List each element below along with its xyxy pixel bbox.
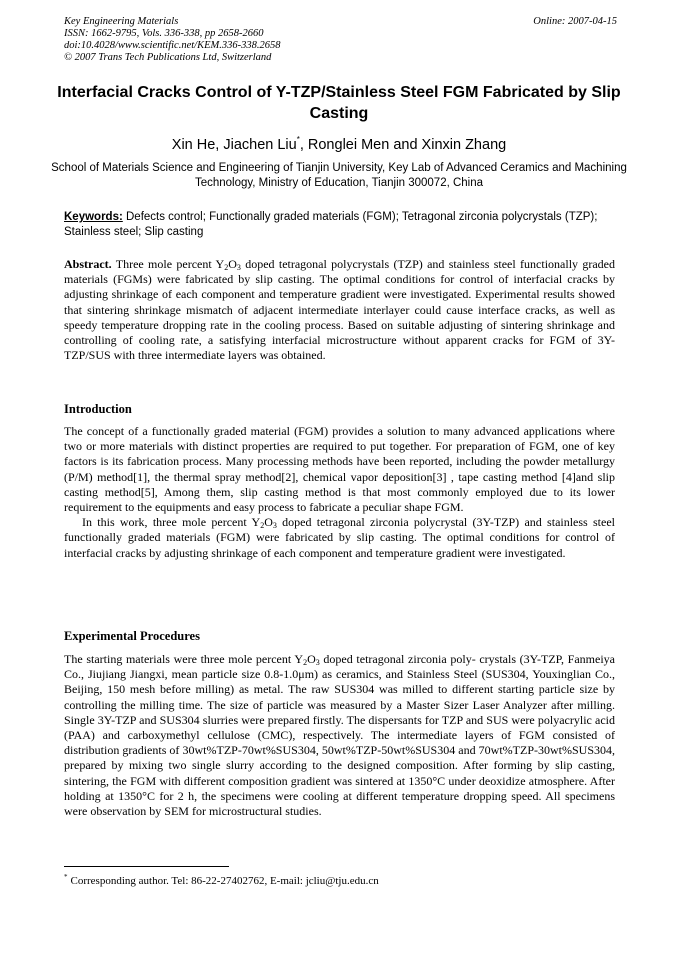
author-list <box>40 136 638 154</box>
authors-rest: , Ronglei Men and Xinxin Zhang <box>299 137 507 153</box>
exp-text-1: The starting materials were three mole percent Y <box>64 652 304 666</box>
exp-text-2: O <box>307 652 316 666</box>
keywords <box>64 210 615 240</box>
abstract-sub-2: 3 <box>236 263 241 272</box>
abstract <box>64 257 615 363</box>
abstract-text-1: Three mole percent Y <box>111 257 225 271</box>
exp-sub-2: 3 <box>315 658 320 667</box>
footnote-divider <box>64 866 229 867</box>
footnote <box>64 874 615 888</box>
authors-first: Xin He, Jiachen Liu <box>171 137 297 153</box>
abstract-sub-1: 2 <box>224 263 229 272</box>
issn-line: ISSN: 1662-9795, Vols. 336-338, pp 2658-2660 <box>64 28 264 39</box>
intro-p2-text-3: doped tetragonal zirconia polycrystal (3Y-TZP) and stainless steel functionally graded materials (FGM) were fabricated by slip casting. The optimal conditions for control of interfacial cracks by adjusting shrinkage of each component and temperature gradient were investigated. <box>64 515 615 560</box>
intro-p2-text-1: In this work, three mole percent Y <box>82 515 261 530</box>
affiliation: School of Materials Science and Engineering of Tianjin University, Key Lab of Advanced Ceramics and Machining Technology, Ministry of Education, Tianjin 300072, China <box>51 162 627 189</box>
experimental-paragraph <box>64 652 615 819</box>
intro-p2-text-2: O <box>264 515 273 530</box>
copyright-line: © 2007 Trans Tech Publications Ltd, Switzerland <box>64 52 272 63</box>
keywords-text: Defects control; Functionally graded materials (FGM); Tetragonal zirconia polycrystals (TZP); Stainless steel; Slip casting <box>64 211 598 238</box>
abstract-label: Abstract. <box>64 257 112 271</box>
intro-p2-sub-2: 3 <box>272 521 277 531</box>
exp-text-3: doped tetragonal zirconia poly- crystals (3Y-TZP, Fanmeiya Co., Jiujiang Jiangxi, mean particle size 0.8-1.0μm) as ceramics, and Stainless Steel (SUS304, Youxinglian Co., Beijing, 150 mesh before milling) as metal. The raw SUS304 was milled to different starting particle size by controlling the milling time. The size of particle was measured by a Master Sizer Laser Analyzer after milling. Single 3Y-TZP and SUS304 slurries were prepared firstly. The dispersants for TZP and SUS were polyacrylic acid (PAA) and carboxymethyl cellulose (CMC), respectively. The intermediate layers of FGM consisted of distribution gradients of 30wt%TZP-70wt%SUS304, 50wt%TZP-50wt%SUS304 and 70wt%TZP-30wt%SUS304, prepared by mixing two single slurry according to the designed composition. After forming by slip casting, sintering, the FGM with different composition gradient was sintered at 1350°C under deoxidize atmosphere. After holding at 1350°C for 2 h, the specimens were cooling at different temperature dropping speed. All specimens were observation by SEM for microstructural studies. <box>64 652 615 819</box>
exp-sub-1: 2 <box>303 658 308 667</box>
abstract-text-2: O <box>228 257 237 271</box>
introduction-paragraph-1: The concept of a functionally graded material (FGM) provides a solution to many advanced applications where two or more materials with distinct properties are required to put together. For preparation of FGM, one of key factors is its fabrication process. Many processing methods have been reported, including the powder metallurgy (P/M) method[1], the thermal spray method[2], chemical vapor deposition[3] , tape casting method [4]and slip casting method[5], Among them, slip casting method is that most commonly employed due to its lower requirement to the equipments and easy process to fabricate a peculiar shape FGM. <box>64 424 615 515</box>
experimental-body <box>64 652 615 819</box>
journal-header <box>64 16 617 64</box>
paper-title: Interfacial Cracks Control of Y-TZP/Stainless Steel FGM Fabricated by Slip Casting <box>57 84 621 122</box>
introduction-heading: Introduction <box>64 402 132 416</box>
abstract-text-3: doped tetragonal polycrystals (TZP) and stainless steel functionally graded materials (FGMs) were fabricated by slip casting. The optimal conditions for control of interfacial cracks by adjusting shrinkage of each component and temperature gradient were investigated. Experimental results showed that sintering shrinkage mismatch of adjacent intermediate interlayer could cause interface cracks, as well as speedy temperature dropping rate in the cooling process. Based on suitable adjusting of sintering shrinkage and controlling of cooling rate, a satisfying interfacial microstructure without apparent cracks for FGM of 3Y-TZP/SUS with three intermediate layers was obtained. <box>64 257 615 363</box>
online-date: Online: 2007-04-15 <box>533 16 617 27</box>
keywords-label: Keywords: <box>64 211 123 223</box>
intro-p2-sub-1: 2 <box>260 521 265 531</box>
introduction-body <box>64 424 615 561</box>
doi-line[interactable]: doi:10.4028/www.scientific.net/KEM.336-338.2658 <box>64 40 281 51</box>
footnote-mark: * <box>64 873 68 881</box>
footnote-text: Corresponding author. Tel: 86-22-27402762, E-mail: jcliu@tju.edu.cn <box>70 875 379 887</box>
experimental-heading: Experimental Procedures <box>64 629 200 643</box>
corresponding-mark: * <box>296 135 300 144</box>
introduction-paragraph-2 <box>64 515 615 561</box>
journal-name: Key Engineering Materials <box>64 16 179 27</box>
